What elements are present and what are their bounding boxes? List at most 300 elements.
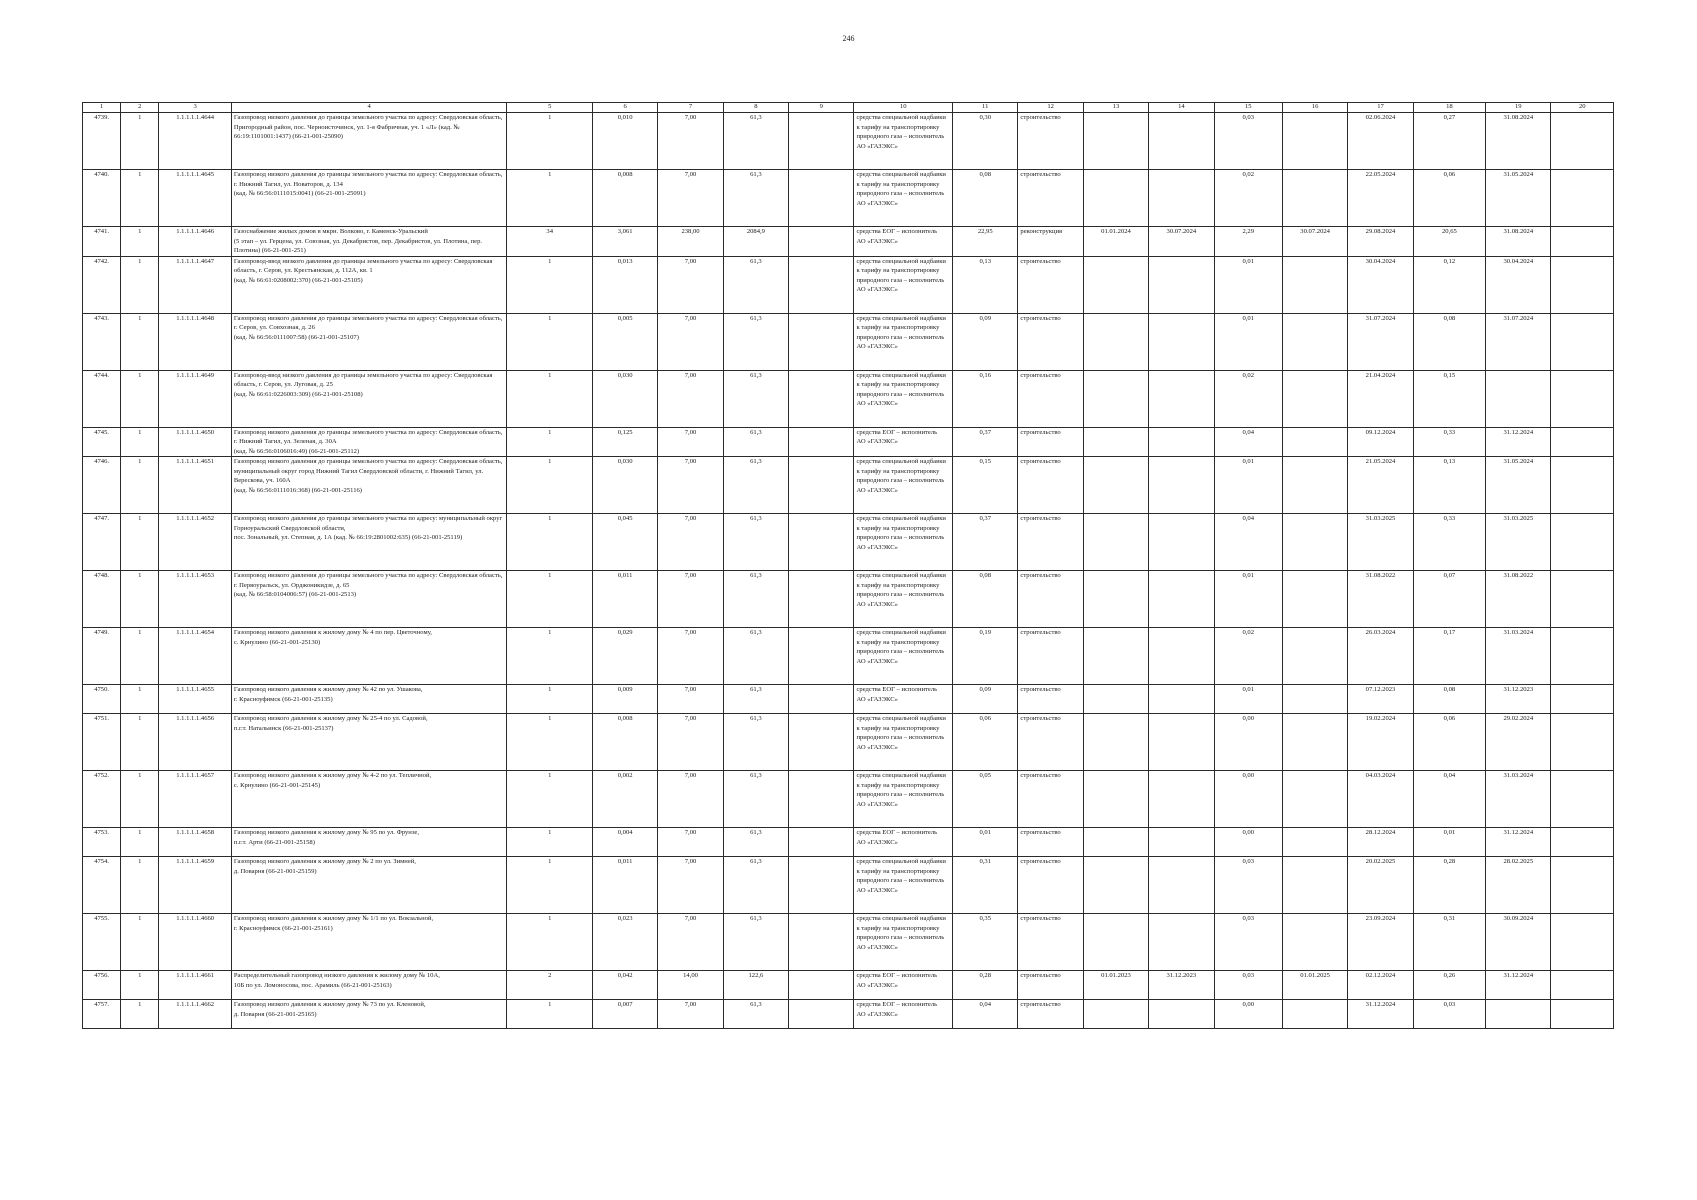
table-row [83,313,1614,370]
cell-col-18: 0,17 [1413,628,1485,685]
cell-col-5: 1 [507,828,593,857]
cell-col-7: 7,00 [658,771,723,828]
cell-col-6: 0,011 [592,857,657,914]
cell-col-16 [1282,628,1347,685]
cell-col-11: 0,16 [953,370,1018,427]
cell-col-8: 61,3 [723,828,788,857]
cell-col-14 [1149,170,1214,227]
cell-col-11: 0,37 [953,514,1018,571]
cell-col-3: 1.1.1.1.1.4662 [159,1000,231,1029]
cell-col-12: реконструкция [1018,227,1083,257]
cell-col-5: 1 [507,113,593,170]
cell-col-2: 1 [121,971,159,1000]
cell-col-17: 21.04.2024 [1348,370,1413,427]
cell-col-19: 31.12.2023 [1486,685,1551,714]
cell-col-2: 1 [121,370,159,427]
cell-col-16 [1282,113,1347,170]
cell-col-1: 4740. [83,170,121,227]
cell-col-19: 31.05.2024 [1486,457,1551,514]
cell-col-6: 0,023 [592,914,657,971]
cell-col-12: строительство [1018,113,1083,170]
cell-col-5: 1 [507,685,593,714]
column-number-12: 12 [1018,103,1083,113]
cell-col-16: 30.07.2024 [1282,227,1347,257]
table-row [83,971,1614,1000]
cell-col-8: 61,3 [723,714,788,771]
cell-col-8: 61,3 [723,571,788,628]
cell-col-11: 22,95 [953,227,1018,257]
cell-col-8: 61,3 [723,457,788,514]
cell-col-9 [789,914,854,971]
cell-col-7: 7,00 [658,685,723,714]
cell-col-20 [1551,571,1614,628]
column-number-15: 15 [1214,103,1282,113]
cell-col-10: средства специальной надбавки к тарифу на транспортировку природного газа – исполнитель АО «ГАЗЭКС» [854,370,953,427]
cell-col-3: 1.1.1.1.1.4645 [159,170,231,227]
cell-col-18: 0,26 [1413,971,1485,1000]
cell-col-13: 01.01.2024 [1083,227,1148,257]
column-number-20: 20 [1551,103,1614,113]
cell-col-9 [789,714,854,771]
column-number-8: 8 [723,103,788,113]
cell-col-14 [1149,514,1214,571]
cell-col-9 [789,457,854,514]
cell-col-5: 1 [507,771,593,828]
cell-col-6: 0,125 [592,427,657,457]
cell-col-18: 0,15 [1413,370,1485,427]
column-number-10: 10 [854,103,953,113]
cell-col-10: средства специальной надбавки к тарифу на транспортировку природного газа – исполнитель АО «ГАЗЭКС» [854,113,953,170]
cell-col-2: 1 [121,113,159,170]
cell-col-19: 31.05.2024 [1486,170,1551,227]
cell-col-13 [1083,571,1148,628]
cell-col-5: 1 [507,313,593,370]
table-row [83,828,1614,857]
cell-col-17: 02.06.2024 [1348,113,1413,170]
cell-col-16 [1282,256,1347,313]
cell-col-19 [1486,370,1551,427]
cell-col-13 [1083,771,1148,828]
cell-col-6: 0,011 [592,571,657,628]
cell-col-1: 4757. [83,1000,121,1029]
cell-col-12: строительство [1018,628,1083,685]
cell-col-9 [789,828,854,857]
cell-col-11: 0,09 [953,685,1018,714]
cell-col-4: Газопровод низкого давления до границы земельного участка по адресу: Свердловская область, г. Нижний Тагил, ул. Зеленая, д. 30А (кад. № 66:56:0106016:49) (66-21-001-25112) [231,427,507,457]
cell-col-9 [789,370,854,427]
cell-col-6: 0,007 [592,1000,657,1029]
cell-col-20 [1551,685,1614,714]
cell-col-14 [1149,771,1214,828]
cell-col-18: 0,33 [1413,427,1485,457]
cell-col-12: строительство [1018,828,1083,857]
cell-col-3: 1.1.1.1.1.4660 [159,914,231,971]
cell-col-2: 1 [121,771,159,828]
cell-col-2: 1 [121,828,159,857]
cell-col-16 [1282,571,1347,628]
cell-col-16 [1282,714,1347,771]
cell-col-8: 61,3 [723,427,788,457]
table-body [83,113,1614,1029]
cell-col-18: 0,03 [1413,1000,1485,1029]
cell-col-6: 0,004 [592,828,657,857]
cell-col-7: 7,00 [658,256,723,313]
cell-col-20 [1551,370,1614,427]
cell-col-16 [1282,313,1347,370]
table-row [83,628,1614,685]
cell-col-10: средства специальной надбавки к тарифу на транспортировку природного газа – исполнитель АО «ГАЗЭКС» [854,457,953,514]
cell-col-20 [1551,828,1614,857]
cell-col-17: 21.05.2024 [1348,457,1413,514]
cell-col-11: 0,08 [953,170,1018,227]
table-row [83,1000,1614,1029]
cell-col-15: 0,04 [1214,514,1282,571]
cell-col-16 [1282,170,1347,227]
cell-col-20 [1551,427,1614,457]
cell-col-1: 4746. [83,457,121,514]
cell-col-7: 7,00 [658,571,723,628]
cell-col-17: 22.05.2024 [1348,170,1413,227]
cell-col-7: 7,00 [658,828,723,857]
cell-col-17: 30.04.2024 [1348,256,1413,313]
cell-col-15: 0,01 [1214,685,1282,714]
cell-col-10: средства ЕОГ – исполнитель АО «ГАЗЭКС» [854,828,953,857]
cell-col-4: Распределительный газопровод низкого давления к жилому дому № 10А, 10Б по ул. Ломоносова, пос. Арамиль (66-21-001-25163) [231,971,507,1000]
cell-col-7: 238,00 [658,227,723,257]
cell-col-4: Газопровод низкого давления до границы земельного участка по адресу: Свердловская область, г. Первоуральск, ул. Орджоникидзе, д. 65 (кад. № 66:58:0104006:57) (66-21-001-2513) [231,571,507,628]
cell-col-16 [1282,457,1347,514]
cell-col-9 [789,313,854,370]
cell-col-17: 09.12.2024 [1348,427,1413,457]
cell-col-16 [1282,370,1347,427]
cell-col-15: 2,29 [1214,227,1282,257]
cell-col-19: 31.12.2024 [1486,971,1551,1000]
cell-col-12: строительство [1018,857,1083,914]
cell-col-14 [1149,427,1214,457]
cell-col-18: 0,06 [1413,170,1485,227]
cell-col-8: 61,3 [723,313,788,370]
cell-col-1: 4749. [83,628,121,685]
cell-col-11: 0,05 [953,771,1018,828]
cell-col-8: 122,6 [723,971,788,1000]
cell-col-4: Газопровод низкого давления к жилому дому № 42 по ул. Ушакова, г. Красноуфимск (66-21-001-25135) [231,685,507,714]
cell-col-2: 1 [121,457,159,514]
cell-col-1: 4745. [83,427,121,457]
cell-col-18: 0,27 [1413,113,1485,170]
cell-col-8: 61,3 [723,771,788,828]
cell-col-20 [1551,1000,1614,1029]
cell-col-13 [1083,113,1148,170]
cell-col-15: 0,00 [1214,1000,1282,1029]
cell-col-20 [1551,457,1614,514]
table-row [83,714,1614,771]
cell-col-14 [1149,685,1214,714]
cell-col-9 [789,971,854,1000]
cell-col-17: 26.03.2024 [1348,628,1413,685]
cell-col-18: 0,08 [1413,685,1485,714]
cell-col-5: 1 [507,170,593,227]
investment-program-table [82,102,1614,1029]
cell-col-11: 0,01 [953,828,1018,857]
cell-col-4: Газопровод низкого давления до границы земельного участка по адресу: Свердловская область, муниципальный округ город Нижний Тагил Свердловской области, г. Нижний Тагил, ул. Верескова, уч. 160А (кад. № 66:56:0111016:368) (66-21-001-25116) [231,457,507,514]
cell-col-11: 0,08 [953,571,1018,628]
cell-col-4: Газопровод низкого давления к жилому дому № 4 по пер. Цветочному, с. Крнулино (66-21-001-25130) [231,628,507,685]
cell-col-9 [789,628,854,685]
cell-col-6: 0,008 [592,714,657,771]
cell-col-10: средства специальной надбавки к тарифу на транспортировку природного газа – исполнитель АО «ГАЗЭКС» [854,170,953,227]
cell-col-12: строительство [1018,714,1083,771]
cell-col-16 [1282,828,1347,857]
cell-col-14 [1149,914,1214,971]
cell-col-10: средства специальной надбавки к тарифу на транспортировку природного газа – исполнитель АО «ГАЗЭКС» [854,628,953,685]
cell-col-9 [789,256,854,313]
cell-col-17: 31.08.2022 [1348,571,1413,628]
cell-col-3: 1.1.1.1.1.4653 [159,571,231,628]
cell-col-13 [1083,1000,1148,1029]
cell-col-10: средства ЕОГ – исполнитель АО «ГАЗЭКС» [854,427,953,457]
cell-col-15: 0,00 [1214,828,1282,857]
cell-col-1: 4756. [83,971,121,1000]
cell-col-4: Газопровод низкого давления до границы земельного участка по адресу: муниципальный округ Горноуральский Свердловской области, пос. Зональный, ул. Степная, д. 1А (кад. № 66:19:2801002:635) (66-21-001-25119) [231,514,507,571]
cell-col-11: 0,19 [953,628,1018,685]
cell-col-14 [1149,313,1214,370]
cell-col-19: 31.12.2024 [1486,828,1551,857]
column-number-4: 4 [231,103,507,113]
table-row [83,514,1614,571]
cell-col-14 [1149,828,1214,857]
cell-col-12: строительство [1018,914,1083,971]
cell-col-7: 7,00 [658,628,723,685]
cell-col-20 [1551,256,1614,313]
cell-col-7: 7,00 [658,370,723,427]
cell-col-2: 1 [121,170,159,227]
column-number-1: 1 [83,103,121,113]
cell-col-14 [1149,370,1214,427]
cell-col-4: Газоснабжение жилых домов в мкрн. Волково, г. Каменск-Уральский (5 этап – ул. Герцена, ул. Союзная, ул. Декабристов, пер. Декабристов, ул. Плотина, пер. Плотина) (66-21-001-251) [231,227,507,257]
cell-col-7: 7,00 [658,313,723,370]
column-number-6: 6 [592,103,657,113]
cell-col-5: 1 [507,427,593,457]
table-row [83,256,1614,313]
column-number-9: 9 [789,103,854,113]
column-number-18: 18 [1413,103,1485,113]
cell-col-1: 4751. [83,714,121,771]
cell-col-12: строительство [1018,1000,1083,1029]
cell-col-14 [1149,714,1214,771]
column-number-14: 14 [1149,103,1214,113]
cell-col-3: 1.1.1.1.1.4652 [159,514,231,571]
cell-col-13 [1083,313,1148,370]
cell-col-11: 0,06 [953,714,1018,771]
cell-col-1: 4750. [83,685,121,714]
cell-col-14 [1149,256,1214,313]
cell-col-13 [1083,685,1148,714]
cell-col-8: 61,3 [723,1000,788,1029]
table-row [83,571,1614,628]
cell-col-13 [1083,914,1148,971]
cell-col-4: Газопровод-ввод низкого давления до границы земельного участка по адресу: Свердловская область, г. Серов, ул. Крестьянская, д. 112А, кв. 1 (кад. № 66:61:0208002:370) (66-21-001-25105) [231,256,507,313]
cell-col-12: строительство [1018,514,1083,571]
cell-col-15: 0,01 [1214,256,1282,313]
cell-col-13 [1083,427,1148,457]
cell-col-17: 20.02.2025 [1348,857,1413,914]
cell-col-4: Газопровод низкого давления к жилому дому № 25-4 по ул. Садовой, п.г.т. Натальинск (66-21-001-25137) [231,714,507,771]
cell-col-13 [1083,514,1148,571]
cell-col-5: 34 [507,227,593,257]
cell-col-11: 0,28 [953,971,1018,1000]
cell-col-17: 04.03.2024 [1348,771,1413,828]
cell-col-20 [1551,914,1614,971]
cell-col-17: 07.12.2023 [1348,685,1413,714]
cell-col-5: 1 [507,914,593,971]
table-row [83,685,1614,714]
cell-col-17: 29.08.2024 [1348,227,1413,257]
cell-col-20 [1551,113,1614,170]
cell-col-19: 31.08.2024 [1486,227,1551,257]
cell-col-8: 2084,9 [723,227,788,257]
cell-col-18: 0,01 [1413,828,1485,857]
cell-col-16: 01.01.2025 [1282,971,1347,1000]
cell-col-20 [1551,227,1614,257]
cell-col-7: 7,00 [658,457,723,514]
cell-col-6: 0,042 [592,971,657,1000]
cell-col-9 [789,514,854,571]
cell-col-3: 1.1.1.1.1.4648 [159,313,231,370]
cell-col-20 [1551,971,1614,1000]
table-row [83,113,1614,170]
cell-col-15: 0,01 [1214,457,1282,514]
cell-col-6: 0,013 [592,256,657,313]
cell-col-8: 61,3 [723,113,788,170]
cell-col-3: 1.1.1.1.1.4651 [159,457,231,514]
cell-col-19: 31.08.2024 [1486,113,1551,170]
table-row [83,170,1614,227]
cell-col-19: 31.07.2024 [1486,313,1551,370]
cell-col-15: 0,00 [1214,771,1282,828]
cell-col-17: 23.09.2024 [1348,914,1413,971]
table-row [83,914,1614,971]
cell-col-3: 1.1.1.1.1.4647 [159,256,231,313]
cell-col-6: 0,005 [592,313,657,370]
table-row [83,857,1614,914]
cell-col-11: 0,09 [953,313,1018,370]
cell-col-7: 7,00 [658,113,723,170]
cell-col-7: 14,00 [658,971,723,1000]
cell-col-17: 31.07.2024 [1348,313,1413,370]
column-number-5: 5 [507,103,593,113]
cell-col-5: 1 [507,857,593,914]
cell-col-2: 1 [121,427,159,457]
column-number-11: 11 [953,103,1018,113]
cell-col-10: средства ЕОГ – исполнитель АО «ГАЗЭКС» [854,685,953,714]
cell-col-8: 61,3 [723,370,788,427]
cell-col-16 [1282,427,1347,457]
cell-col-6: 0,045 [592,514,657,571]
cell-col-13 [1083,370,1148,427]
cell-col-10: средства ЕОГ – исполнитель АО «ГАЗЭКС» [854,1000,953,1029]
cell-col-8: 61,3 [723,256,788,313]
cell-col-18: 0,04 [1413,771,1485,828]
cell-col-19: 30.04.2024 [1486,256,1551,313]
cell-col-12: строительство [1018,771,1083,828]
cell-col-18: 0,08 [1413,313,1485,370]
cell-col-13: 01.01.2023 [1083,971,1148,1000]
cell-col-8: 61,3 [723,857,788,914]
table-row [83,427,1614,457]
cell-col-6: 0,002 [592,771,657,828]
cell-col-1: 4747. [83,514,121,571]
cell-col-6: 0,009 [592,685,657,714]
cell-col-16 [1282,1000,1347,1029]
cell-col-16 [1282,514,1347,571]
cell-col-9 [789,227,854,257]
cell-col-7: 7,00 [658,714,723,771]
cell-col-12: строительство [1018,370,1083,427]
cell-col-10: средства ЕОГ – исполнитель АО «ГАЗЭКС» [854,227,953,257]
cell-col-2: 1 [121,514,159,571]
cell-col-17: 31.12.2024 [1348,1000,1413,1029]
cell-col-9 [789,857,854,914]
cell-col-16 [1282,685,1347,714]
cell-col-2: 1 [121,914,159,971]
cell-col-10: средства специальной надбавки к тарифу на транспортировку природного газа – исполнитель АО «ГАЗЭКС» [854,256,953,313]
column-number-3: 3 [159,103,231,113]
cell-col-15: 0,03 [1214,914,1282,971]
cell-col-9 [789,685,854,714]
cell-col-1: 4739. [83,113,121,170]
cell-col-3: 1.1.1.1.1.4661 [159,971,231,1000]
cell-col-18: 0,13 [1413,457,1485,514]
cell-col-18: 0,31 [1413,914,1485,971]
cell-col-14 [1149,628,1214,685]
cell-col-7: 7,00 [658,427,723,457]
cell-col-3: 1.1.1.1.1.4654 [159,628,231,685]
cell-col-16 [1282,857,1347,914]
cell-col-16 [1282,914,1347,971]
cell-col-2: 1 [121,227,159,257]
cell-col-20 [1551,628,1614,685]
cell-col-7: 7,00 [658,857,723,914]
cell-col-4: Газопровод низкого давления к жилому дому № 4-2 по ул. Тепличной, с. Крнулино (66-21-001-25145) [231,771,507,828]
cell-col-10: средства специальной надбавки к тарифу на транспортировку природного газа – исполнитель АО «ГАЗЭКС» [854,771,953,828]
cell-col-15: 0,00 [1214,714,1282,771]
cell-col-14: 30.07.2024 [1149,227,1214,257]
cell-col-20 [1551,857,1614,914]
cell-col-18: 0,12 [1413,256,1485,313]
cell-col-17: 02.12.2024 [1348,971,1413,1000]
cell-col-15: 0,03 [1214,857,1282,914]
cell-col-4: Газопровод низкого давления к жилому дому № 1/1 по ул. Вокзальной, г. Красноуфимск (66-21-001-25161) [231,914,507,971]
cell-col-9 [789,113,854,170]
cell-col-2: 1 [121,313,159,370]
cell-col-3: 1.1.1.1.1.4650 [159,427,231,457]
cell-col-4: Газопровод-ввод низкого давления до границы земельного участка по адресу: Свердловская область, г. Серов, ул. Луговая, д. 25 (кад. № 66:61:0226003:309) (66-21-001-25108) [231,370,507,427]
cell-col-12: строительство [1018,256,1083,313]
table-row [83,457,1614,514]
cell-col-12: строительство [1018,457,1083,514]
cell-col-12: строительство [1018,685,1083,714]
cell-col-19: 31.03.2024 [1486,628,1551,685]
cell-col-15: 0,02 [1214,628,1282,685]
cell-col-10: средства специальной надбавки к тарифу на транспортировку природного газа – исполнитель АО «ГАЗЭКС» [854,514,953,571]
cell-col-13 [1083,256,1148,313]
cell-col-9 [789,771,854,828]
cell-col-8: 61,3 [723,170,788,227]
column-number-19: 19 [1486,103,1551,113]
cell-col-4: Газопровод низкого давления до границы земельного участка по адресу: Свердловская область, г. Серов, ул. Совхозная, д. 26 (кад. № 66:56:0111007:58) (66-21-001-25107) [231,313,507,370]
cell-col-4: Газопровод низкого давления до границы земельного участка по адресу: Свердловская область, Пригородный район, пос. Черноисточинск, ул. 1-я Фабричная, уч. 1 «Л» (кад. № 66:19:1101001:1437) (66-21-001-25090) [231,113,507,170]
cell-col-13 [1083,857,1148,914]
